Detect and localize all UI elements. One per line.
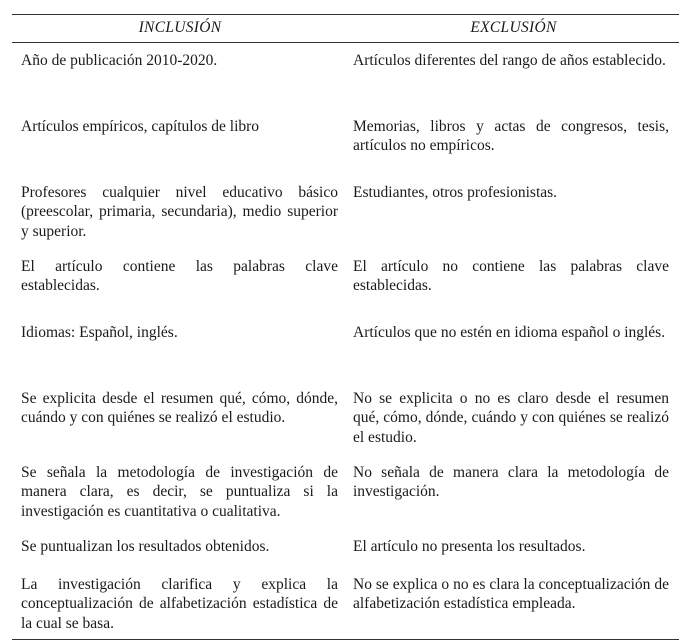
table-row [12, 249, 679, 315]
exclusion-cell: No se explicita o no es claro desde el resumen qué, cómo, dónde, cuándo y con quiénes se realizó el estudio. [353, 389, 669, 446]
inclusion-cell: Se puntualizan los resultados obtenidos. [21, 537, 270, 555]
inclusion-cell: Idiomas: Español, inglés. [21, 323, 178, 341]
table-row [12, 109, 679, 175]
inclusion-cell: Profesores cualquier nivel educativo básico (preescolar, primaria, secundaria), medio superior y superior. [21, 183, 338, 240]
exclusion-cell: Artículos diferentes del rango de años establecido. [353, 51, 666, 69]
inclusion-cell: Se explicita desde el resumen qué, cómo, dónde, cuándo y con quiénes se realizó el estudio. [21, 389, 338, 426]
inclusion-header: INCLUSIÓN [12, 15, 348, 43]
table-header [12, 15, 679, 43]
table-row [12, 175, 679, 249]
table-body [12, 42, 679, 640]
exclusion-cell: Artículos que no estén en idioma español o inglés. [353, 323, 666, 341]
table-row [12, 42, 679, 109]
table-row [12, 381, 679, 455]
inclusion-cell: La investigación clarifica y explica la conceptualización de alfabetización estadística de la cual se basa. [12, 567, 348, 640]
header-row [12, 15, 679, 43]
exclusion-cell: El artículo no presenta los resultados. [353, 537, 586, 555]
inclusion-cell: Año de publicación 2010-2020. [21, 51, 218, 69]
inclusion-cell: El artículo contiene las palabras clave establecidas. [21, 257, 338, 294]
exclusion-cell: Estudiantes, otros profesionistas. [353, 183, 558, 201]
exclusion-header: EXCLUSIÓN [348, 15, 679, 43]
criteria-table-container [12, 14, 679, 640]
exclusion-cell: Memorias, libros y actas de congresos, tesis, artículos no empíricos. [353, 117, 669, 154]
exclusion-cell: El artículo no contiene las palabras clave establecidas. [353, 257, 669, 294]
table-row [12, 529, 679, 567]
table-row [12, 567, 679, 640]
inclusion-cell: Artículos empíricos, capítulos de libro [21, 117, 260, 135]
exclusion-cell: No se explica o no es clara la conceptualización de alfabetización estadística empleada. [348, 567, 679, 640]
table-row [12, 455, 679, 529]
inclusion-cell: Se señala la metodología de investigación de manera clara, es decir, se puntualiza si la investigación es cuantitativa o cualitativa. [21, 463, 338, 520]
exclusion-cell: No señala de manera clara la metodología de investigación. [353, 463, 669, 500]
table-row [12, 315, 679, 381]
criteria-table [12, 14, 679, 640]
